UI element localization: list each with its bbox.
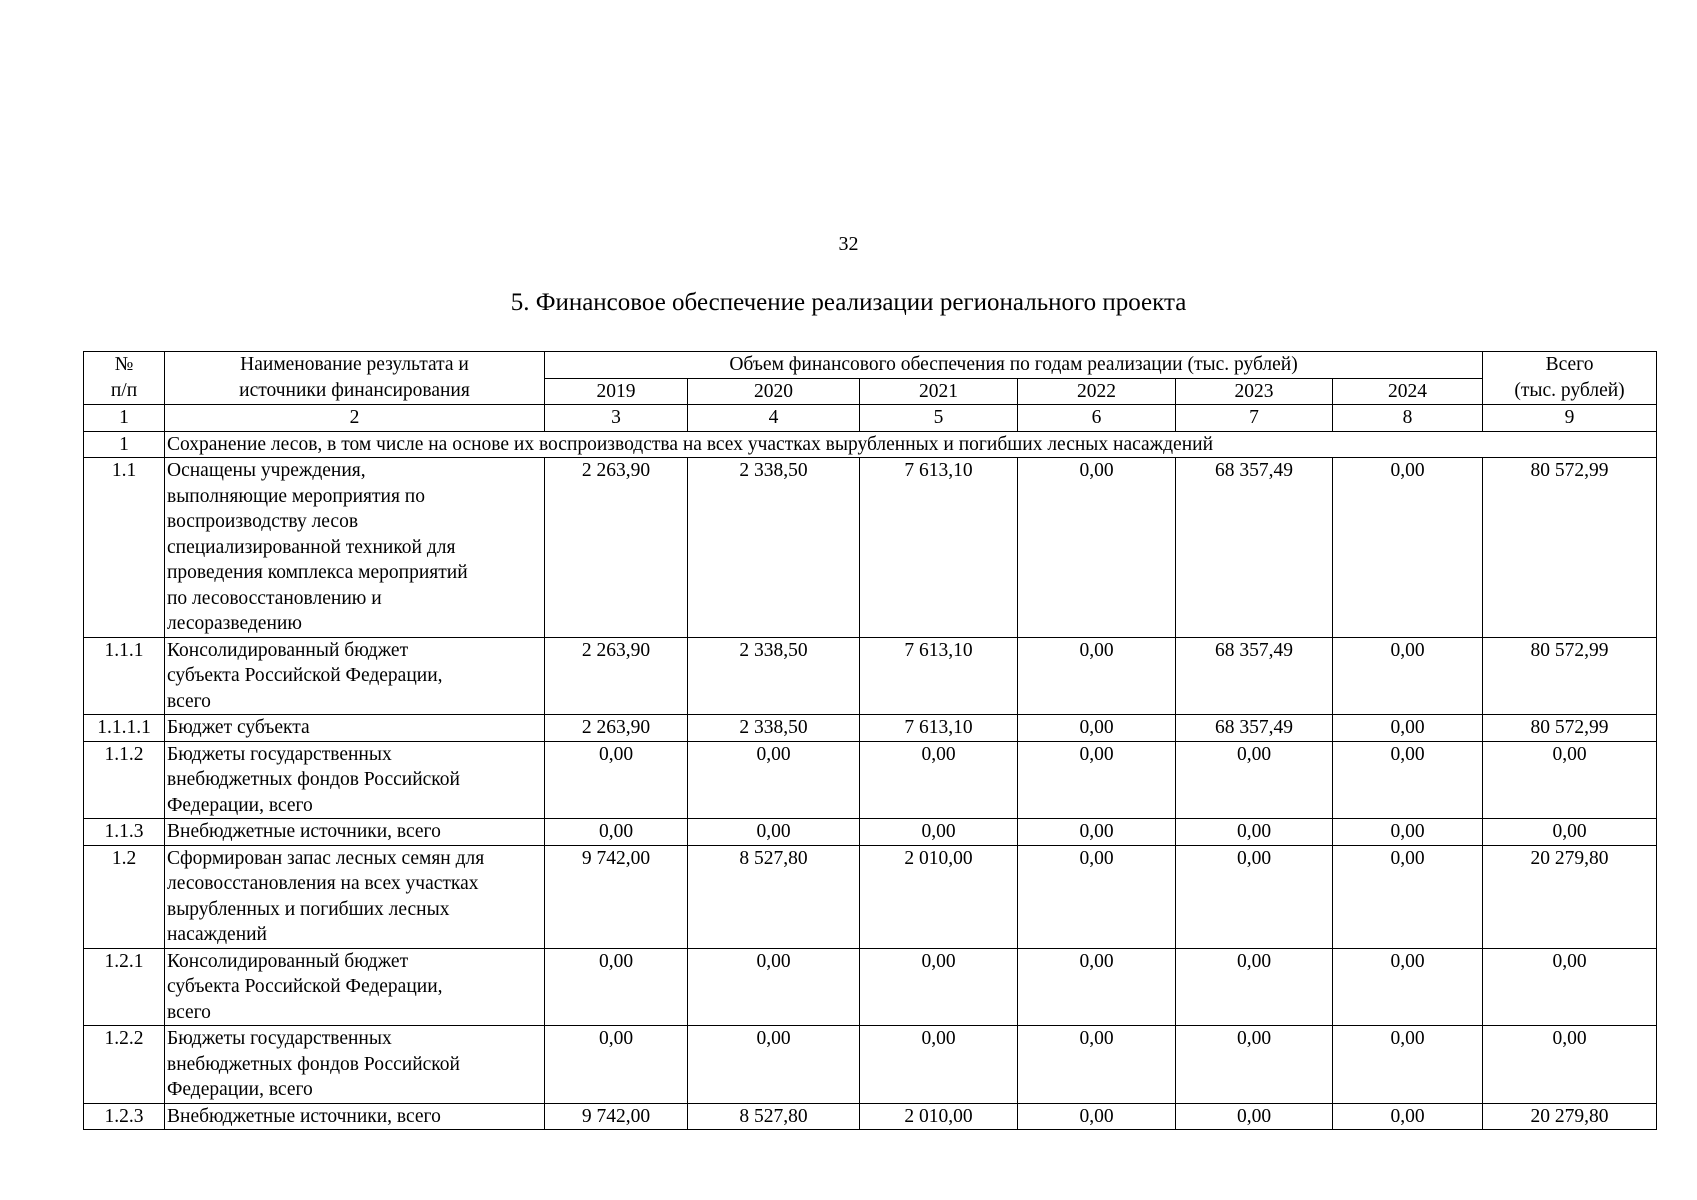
row-value-cell: 0,00 [1333, 1026, 1483, 1104]
row-name-line: Консолидированный бюджет [167, 639, 409, 661]
row-value-cell: 0,00 [1018, 458, 1176, 638]
row-name-line: Федерации, всего [167, 1079, 313, 1100]
row-value-cell: 0,00 [1018, 819, 1176, 846]
row-num-cell: 1.1.1 [84, 637, 165, 715]
table-row [84, 458, 1657, 638]
row-num-cell: 1.2 [84, 845, 165, 948]
row-name-line: проведения комплекса мероприятий [167, 562, 468, 583]
row-value-cell: 0,00 [1176, 1103, 1333, 1130]
row-name-cell [165, 845, 545, 948]
row-value-cell: 2 010,00 [860, 845, 1018, 948]
row-value-cell: 0,00 [1018, 1026, 1176, 1104]
row-value-cell: 0,00 [1333, 948, 1483, 1026]
header-name-line1: Наименование результата и [240, 354, 469, 375]
section-heading: 5. Финансовое обеспечение реализации регионального проекта [510, 289, 1187, 316]
table-row [84, 948, 1657, 1026]
row-name-line: субъекта Российской Федерации, [167, 665, 443, 686]
row-name-cell [165, 458, 545, 638]
row-value-cell: 0,00 [688, 741, 860, 819]
row-value-cell: 0,00 [688, 819, 860, 846]
row-name-line: воспроизводству лесов [167, 511, 359, 532]
row-name-cell [165, 948, 545, 1026]
row-value-cell: 0,00 [1018, 715, 1176, 742]
row-name-line: Федерации, всего [167, 794, 313, 816]
row-name-line: Оснащены учреждения, [167, 460, 366, 481]
col-number-cell: 5 [860, 405, 1018, 432]
row-value-cell: 7 613,10 [860, 458, 1018, 638]
row-value-cell: 2 338,50 [688, 715, 860, 742]
row-name-cell [165, 1026, 545, 1104]
row-value-cell: 0,00 [545, 1026, 688, 1104]
row-total-cell: 0,00 [1483, 1026, 1657, 1104]
header-name-cell [165, 352, 545, 405]
row-value-cell: 0,00 [860, 741, 1018, 819]
row-name-line: лесовосстановления на всех участках [167, 873, 479, 894]
section-title-cell: Сохранение лесов, в том числе на основе их воспроизводства на всех участках вырубленных и погибших лесных насаждений [165, 431, 1657, 458]
row-value-cell: 0,00 [1333, 819, 1483, 846]
header-total-line2: (тыс. рублей) [1514, 379, 1625, 401]
row-value-cell: 0,00 [545, 819, 688, 846]
header-num-line2: п/п [110, 379, 138, 401]
row-value-cell: 0,00 [1176, 819, 1333, 846]
row-value-cell: 2 010,00 [860, 1103, 1018, 1130]
table-row [84, 715, 1657, 742]
row-num-cell: 1.1.2 [84, 741, 165, 819]
row-value-cell: 0,00 [545, 948, 688, 1026]
header-total-line1: Всего [1545, 354, 1594, 375]
row-value-cell: 8 527,80 [688, 845, 860, 948]
row-name-line: по лесовосстановлению и [167, 587, 382, 609]
row-value-cell: 2 263,90 [545, 715, 688, 742]
header-year-cell: 2024 [1333, 378, 1483, 405]
row-name-cell [165, 741, 545, 819]
row-value-cell: 0,00 [1333, 715, 1483, 742]
row-name-line: лесоразведению [167, 613, 302, 634]
header-volume-cell: Объем финансового обеспечения по годам реализации (тыс. рублей) [545, 352, 1483, 379]
row-value-cell: 0,00 [1018, 637, 1176, 715]
col-number-cell: 3 [545, 405, 688, 432]
row-name-line: внебюджетных фондов Российской [167, 769, 460, 790]
col-number-cell: 4 [688, 405, 860, 432]
header-row-1 [84, 352, 1657, 379]
row-name-line: Консолидированный бюджет [167, 950, 409, 972]
col-number-cell: 1 [84, 405, 165, 432]
header-name-line2: источники финансирования [239, 379, 470, 401]
header-num-cell [84, 352, 165, 405]
row-name-line: внебюджетных фондов Российской [167, 1053, 460, 1075]
row-value-cell: 0,00 [860, 819, 1018, 846]
row-num-cell: 1.2.1 [84, 948, 165, 1026]
row-value-cell: 8 527,80 [688, 1103, 860, 1130]
col-number-cell: 6 [1018, 405, 1176, 432]
row-value-cell: 0,00 [1333, 637, 1483, 715]
row-total-cell: 0,00 [1483, 741, 1657, 819]
row-total-cell: 80 572,99 [1483, 458, 1657, 638]
row-name-line: Бюджеты государственных [167, 1028, 392, 1049]
row-value-cell: 0,00 [545, 741, 688, 819]
row-name-cell [165, 1103, 545, 1130]
row-value-cell: 0,00 [1333, 845, 1483, 948]
col-number-cell: 2 [165, 405, 545, 432]
row-name-line: Бюджеты государственных [167, 743, 392, 765]
row-num-cell: 1.1.3 [84, 819, 165, 846]
row-value-cell: 0,00 [1018, 1103, 1176, 1130]
row-value-cell: 0,00 [688, 1026, 860, 1104]
row-value-cell: 2 263,90 [545, 637, 688, 715]
row-name-line: насаждений [167, 924, 267, 945]
row-num-cell: 1.1 [84, 458, 165, 638]
table-row [84, 1026, 1657, 1104]
header-year-cell: 2022 [1018, 378, 1176, 405]
row-value-cell: 68 357,49 [1176, 637, 1333, 715]
row-name-line: всего [167, 1001, 211, 1023]
section-row [84, 431, 1657, 458]
table-row [84, 845, 1657, 948]
row-value-cell: 0,00 [1333, 1103, 1483, 1130]
row-total-cell: 0,00 [1483, 948, 1657, 1026]
row-total-cell: 80 572,99 [1483, 637, 1657, 715]
header-year-cell: 2021 [860, 378, 1018, 405]
row-value-cell: 9 742,00 [545, 1103, 688, 1130]
row-value-cell: 68 357,49 [1176, 458, 1333, 638]
row-name-line: вырубленных и погибших лесных [167, 898, 450, 920]
row-value-cell: 7 613,10 [860, 637, 1018, 715]
row-value-cell: 0,00 [1333, 458, 1483, 638]
table-row [84, 637, 1657, 715]
row-name-line: всего [167, 690, 211, 712]
row-name-cell [165, 637, 545, 715]
row-value-cell: 2 338,50 [688, 637, 860, 715]
financing-table [83, 351, 1657, 1130]
row-num-cell: 1.2.3 [84, 1103, 165, 1130]
row-value-cell: 0,00 [1176, 741, 1333, 819]
row-name-line: Внебюджетные источники, всего [167, 821, 441, 842]
row-value-cell: 2 263,90 [545, 458, 688, 638]
row-name-line: Внебюджетные источники, всего [167, 1105, 441, 1127]
table-row [84, 741, 1657, 819]
table-row [84, 1103, 1657, 1130]
col-number-cell: 9 [1483, 405, 1657, 432]
header-year-cell: 2019 [545, 378, 688, 405]
col-number-cell: 8 [1333, 405, 1483, 432]
row-name-line: выполняющие мероприятия по [167, 485, 425, 507]
section-num-cell: 1 [84, 431, 165, 458]
table-body [84, 352, 1657, 1130]
row-value-cell: 0,00 [1176, 948, 1333, 1026]
row-num-cell: 1.2.2 [84, 1026, 165, 1104]
row-total-cell: 80 572,99 [1483, 715, 1657, 742]
row-name-cell [165, 715, 545, 742]
row-total-cell: 0,00 [1483, 819, 1657, 846]
row-value-cell: 0,00 [1333, 741, 1483, 819]
row-value-cell: 0,00 [860, 1026, 1018, 1104]
row-value-cell: 0,00 [860, 948, 1018, 1026]
row-value-cell: 0,00 [1018, 948, 1176, 1026]
row-total-cell: 20 279,80 [1483, 845, 1657, 948]
row-value-cell: 0,00 [1018, 845, 1176, 948]
row-name-line: специализированной техникой для [167, 536, 456, 558]
row-value-cell: 7 613,10 [860, 715, 1018, 742]
header-num-line1: № [114, 354, 134, 375]
row-value-cell: 0,00 [688, 948, 860, 1026]
header-row-col-numbers [84, 405, 1657, 432]
row-value-cell: 0,00 [1176, 1026, 1333, 1104]
col-number-cell: 7 [1176, 405, 1333, 432]
row-name-line: субъекта Российской Федерации, [167, 976, 443, 997]
row-value-cell: 2 338,50 [688, 458, 860, 638]
row-value-cell: 0,00 [1176, 845, 1333, 948]
row-name-line: Бюджет субъекта [167, 717, 310, 738]
row-name-line: Сформирован запас лесных семян для [167, 847, 485, 869]
page-number: 32 [838, 233, 859, 255]
header-year-cell: 2023 [1176, 378, 1333, 405]
row-value-cell: 0,00 [1018, 741, 1176, 819]
row-value-cell: 9 742,00 [545, 845, 688, 948]
row-num-cell: 1.1.1.1 [84, 715, 165, 742]
row-name-cell [165, 819, 545, 846]
row-total-cell: 20 279,80 [1483, 1103, 1657, 1130]
table-row [84, 819, 1657, 846]
row-value-cell: 68 357,49 [1176, 715, 1333, 742]
header-total-cell [1483, 352, 1657, 405]
header-year-cell: 2020 [688, 378, 860, 405]
